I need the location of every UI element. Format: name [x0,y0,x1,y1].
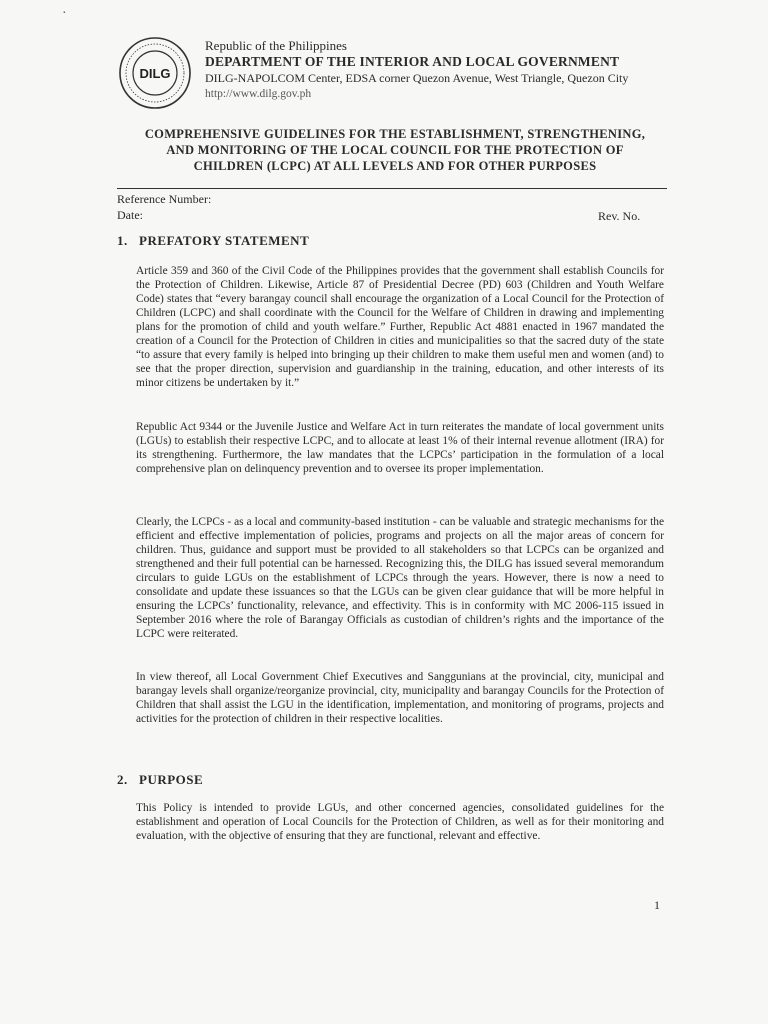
department-name: DEPARTMENT OF THE INTERIOR AND LOCAL GOVERNMENT [205,54,620,69]
page-number: 1 [654,898,660,912]
paragraph: This Policy is intended to provide LGUs, and other concerned agencies, consolidated guidelines for the establishment and operation of Local Councils for the Protection of Children, as well as for their monitoring and evaluation, with the objective of ensuring that they are functional, relevant and effective. [136,802,664,842]
department-url: http://www.dilg.gov.ph [205,88,312,100]
department-address: DILG-NAPOLCOM Center, EDSA corner Quezon Avenue, West Triangle, Quezon City [205,71,629,85]
paragraph: Article 359 and 360 of the Civil Code of the Philippines provides that the government shall establish Councils for the Protection of Children. Likewise, Article 87 of Presidential Decree (PD) 603 (Children and Youth Welfare Code) states that “every barangay council shall encourage the organization of a Local Council for the Protection of Children (LCPC) and shall coordinate with the Council for the Welfare of Children in drawing and implementing plans for the promotion of child and youth welfare.” Further, Republic Act 4881 enacted in 1967 mandated the creation of a Council for the Protection of Children in cities and municipalities so that the sacred duty of the state “to assure that every family is helped into bringing up their children to make them useful men and women (and) to see that the proper direction, supervision and guardianship in the training, education, and other interests of its minor citizens be undertaken by it.” [136,265,664,389]
rev-no-label: Rev. No. [598,209,641,223]
title-line: COMPREHENSIVE GUIDELINES FOR THE ESTABLISHMENT, STRENGTHENING, [144,127,646,141]
scan-mark: · [62,6,67,21]
date-label: Date: [117,208,143,222]
title-line: CHILDREN (LCPC) AT ALL LEVELS AND FOR OTHER PURPOSES [193,159,597,173]
section-heading [117,772,203,788]
title-line: AND MONITORING OF THE LOCAL COUNCIL FOR THE PROTECTION OF [166,143,624,157]
letterhead [205,38,628,102]
paragraph: Republic Act 9344 or the Juvenile Justice and Welfare Act in turn reiterates the mandate of local government units (LGUs) to establish their respective LCPC, and to allocate at least 1% of their internal revenue allotment (IRA) for its strengthening. Furthermore, the law mandates that the LCPCs’ participation in the formulation of a local comprehensive plan on delinquency prevention and to oversee its proper implementation. [136,421,664,475]
paragraph: In view thereof, all Local Government Chief Executives and Sanggunians at the provincial, city, municipal and barangay levels shall organize/reorganize provincial, city, municipality and barangay Councils for the Protection of Children that shall assist the LGU in the identification, implementation, and monitoring of programs, projects and activities for the protection of children in their respective localities. [136,671,664,725]
svg-text:DILG: DILG [139,66,171,81]
title-divider [117,188,667,189]
document-title [110,126,680,174]
section-number: 2. [117,772,128,787]
section-title: PURPOSE [139,772,204,787]
section-number: 1. [117,233,128,248]
reference-block [117,191,211,223]
paragraph: Clearly, the LCPCs - as a local and community-based institution - can be valuable and strategic mechanisms for the efficient and effective implementation of policies, programs and projects on all the major areas of concern for children. Thus, guidance and support must be provided to all stakeholders so that LCPCs can be organized and strengthened and their full potential can be harnessed. Recognizing this, the DILG has issued several memorandum circulars to guide LGUs on the establishment of LCPCs through the years. However, there is now a need to consolidate and update these issuances so that the LGUs can be given clear guidance that will be more helpful in ensuring the LCPCs’ functionality, relevance, and effectivity. This is in conformity with MC 2006-115 issued in September 2016 where the role of Barangay Officials as custodian of children’s rights and the importance of the LCPC were reiterated. [136,516,664,640]
dilg-seal-icon [118,36,192,110]
section-heading [117,233,309,249]
reference-number-label: Reference Number: [117,192,212,206]
section-title: PREFATORY STATEMENT [139,233,310,248]
republic-line: Republic of the Philippines [205,38,347,53]
